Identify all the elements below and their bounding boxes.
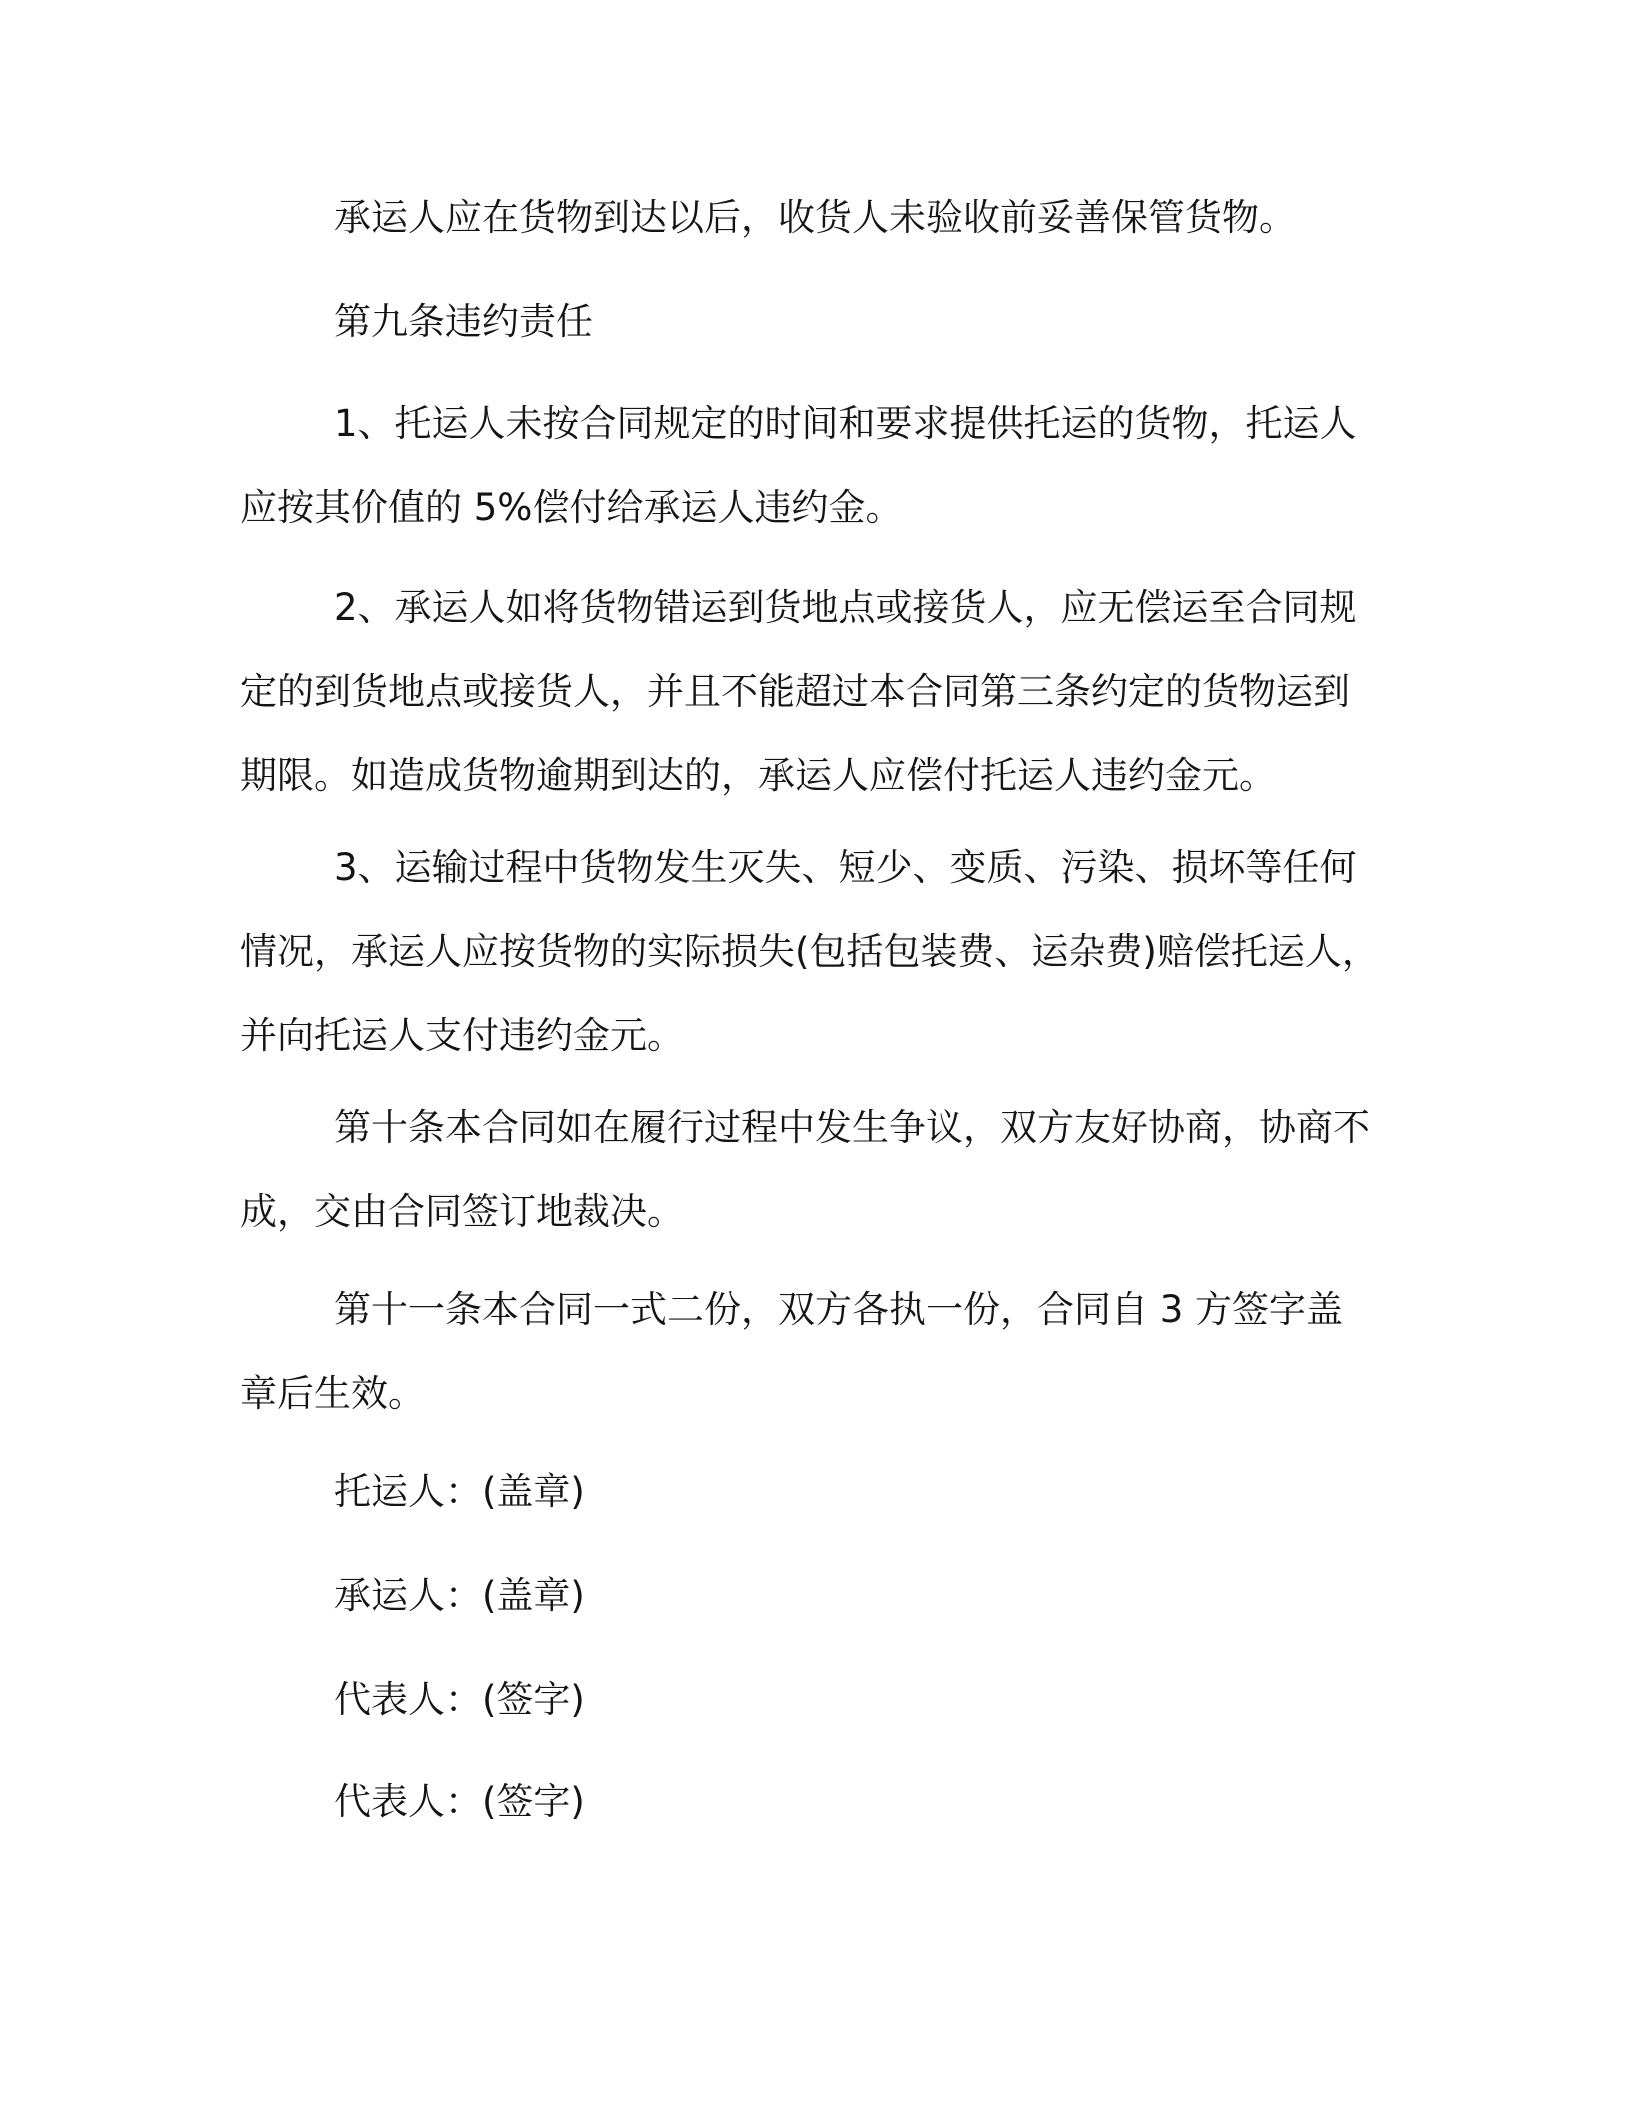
section-heading-article-9: 第九条违约责任 xyxy=(334,300,593,343)
paragraph-storage-obligation: 承运人应在货物到达以后，收货人未验收前妥善保管货物。 xyxy=(334,196,1296,239)
signature-line-representative-1: 代表人：(签字) xyxy=(334,1678,585,1721)
paragraph-clause-2: 2、承运人如将货物错运到货地点或接货人，应无偿运至合同规定的到货地点或接货人，并且不能超过本合同第三条约定的货物运到期限。如造成货物逾期到达的，承运人应偿付托运人违约金元。 xyxy=(240,586,1357,797)
paragraph-article-11: 第十一条本合同一式二份，双方各执一份，合同自 3 方签字盖章后生效。 xyxy=(240,1288,1344,1415)
signature-line-carrier: 承运人：(盖章) xyxy=(334,1574,585,1617)
paragraph-clause-3: 3、运输过程中货物发生灭失、短少、变质、污染、损坏等任何情况，承运人应按货物的实际损失(包括包装费、运杂费)赔偿托运人，并向托运人支付违约金元。 xyxy=(240,846,1379,1057)
paragraph-article-10: 第十条本合同如在履行过程中发生争议，双方友好协商，协商不成，交由合同签订地裁决。 xyxy=(240,1106,1370,1233)
signature-line-shipper: 托运人：(盖章) xyxy=(334,1470,585,1513)
paragraph-clause-1: 1、托运人未按合同规定的时间和要求提供托运的货物，托运人应按其价值的 5%偿付给承运人违约金。 xyxy=(240,402,1357,529)
signature-line-representative-2: 代表人：(签字) xyxy=(334,1780,585,1823)
